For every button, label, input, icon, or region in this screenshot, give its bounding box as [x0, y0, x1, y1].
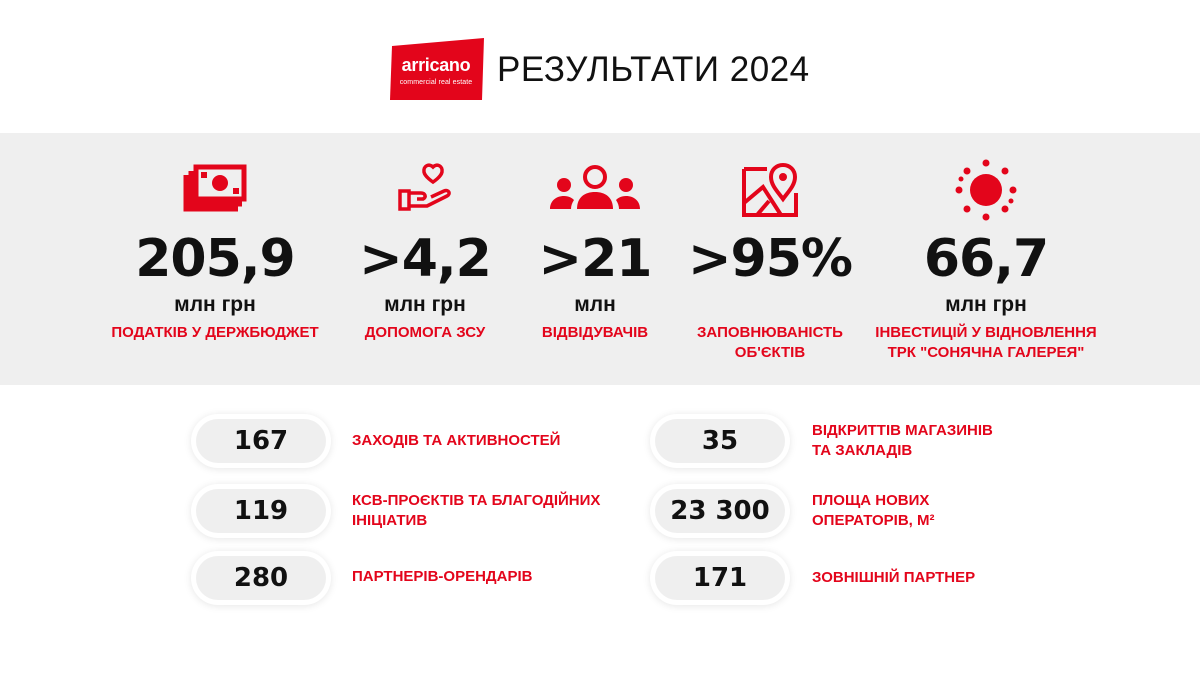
people-icon — [549, 163, 641, 216]
list-item — [196, 489, 636, 535]
stat-value: >21 — [538, 229, 652, 289]
stat-description-line: ТРК "СОНЯЧНА ГАЛЕРЕЯ" — [887, 344, 1085, 361]
list-item — [196, 419, 616, 465]
heart-hand-icon — [397, 163, 453, 218]
stat-unit: млн грн — [174, 293, 256, 316]
item-label-line: ПАРТНЕРІВ-ОРЕНДАРІВ — [352, 568, 533, 585]
item-label — [812, 491, 935, 531]
stat-unit: млн грн — [384, 293, 466, 316]
item-label-line: КСВ-ПРОЄКТІВ ТА БЛАГОДІЙНИХ — [352, 492, 601, 509]
stat-description — [868, 323, 1104, 363]
header — [0, 0, 1200, 132]
stat-description-line: ЗАПОВНЮВАНІСТЬ — [697, 324, 843, 341]
stat-description-line: ІНВЕСТИЦІЙ У ВІДНОВЛЕННЯ — [875, 324, 1097, 341]
list-item — [655, 419, 1035, 465]
logo-name: arricano — [401, 55, 471, 75]
stat-description — [680, 323, 860, 363]
item-value-pill: 119 — [196, 489, 326, 533]
list-item — [655, 556, 1035, 602]
item-label-line: ТА ЗАКЛАДІВ — [812, 442, 913, 459]
item-label — [352, 491, 600, 531]
money-icon — [182, 163, 248, 218]
stat-description: ВІДВІДУВАЧІВ — [541, 324, 649, 341]
logo-tagline: commercial real estate — [399, 79, 473, 86]
page-title: РЕЗУЛЬТАТИ 2024 — [497, 50, 810, 89]
item-value-pill: 35 — [655, 419, 785, 463]
stat-value: 66,7 — [923, 229, 1049, 289]
stat-value: 205,9 — [135, 229, 295, 289]
list-item — [655, 489, 1035, 535]
stat-value: >4,2 — [359, 229, 491, 289]
arricano-logo[interactable] — [390, 38, 486, 100]
item-value-pill: 171 — [655, 556, 785, 600]
item-label-line: ІНІЦІАТИВ — [352, 512, 428, 529]
item-value-pill: 23 300 — [655, 489, 785, 533]
list-item — [196, 556, 616, 602]
map-pin-icon — [741, 163, 799, 222]
stat-taxes — [100, 133, 330, 385]
sun-icon — [955, 163, 1017, 226]
stat-occupancy — [680, 133, 860, 385]
stat-description: ДОПОМОГА ЗСУ — [364, 324, 486, 341]
item-label — [812, 568, 975, 588]
stat-description: ПОДАТКІВ У ДЕРЖБЮДЖЕТ — [111, 324, 319, 341]
stat-unit: млн — [574, 293, 616, 316]
item-label-line: ОПЕРАТОРІВ, М² — [812, 512, 935, 529]
item-label-line: ЗОВНІШНІЙ ПАРТНЕР — [812, 569, 976, 586]
key-stats-band — [0, 133, 1200, 385]
item-label — [352, 567, 532, 587]
item-value-pill: 167 — [196, 419, 326, 463]
stat-army-support — [340, 133, 510, 385]
stat-investment — [868, 133, 1104, 385]
stat-value: >95% — [687, 229, 853, 289]
item-label-line: ПЛОЩА НОВИХ — [812, 492, 930, 509]
item-label — [352, 431, 560, 451]
item-label — [812, 421, 993, 461]
item-label-line: ЗАХОДІВ ТА АКТИВНОСТЕЙ — [352, 432, 561, 449]
stat-visitors — [520, 133, 670, 385]
stat-description-line: ОБ'ЄКТІВ — [734, 344, 806, 361]
item-label-line: ВІДКРИТТІВ МАГАЗИНІВ — [812, 422, 993, 439]
stat-unit: млн грн — [945, 293, 1027, 316]
item-value-pill: 280 — [196, 556, 326, 600]
